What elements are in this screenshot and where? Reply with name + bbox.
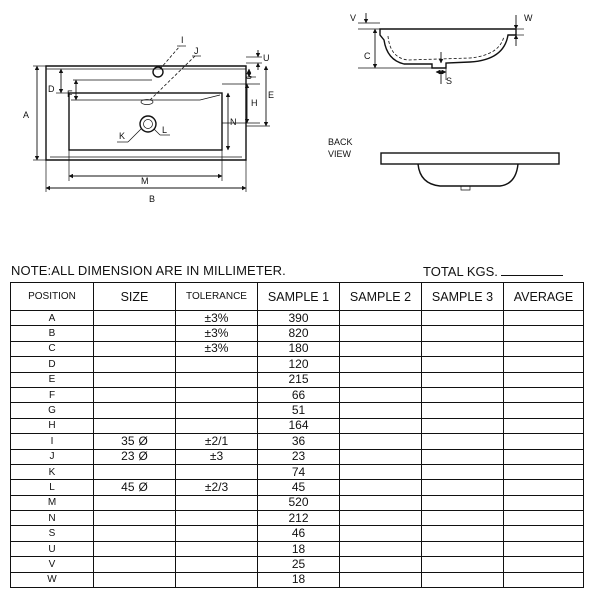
cell-sample-2[interactable]	[340, 434, 422, 449]
label-m: M	[141, 176, 149, 186]
label-c: C	[364, 51, 371, 61]
cell-tolerance	[176, 511, 258, 526]
cell-sample-2[interactable]	[340, 572, 422, 587]
cell-sample-1-text: 46	[291, 526, 306, 541]
label-v: V	[350, 13, 357, 23]
cell-size	[94, 572, 176, 587]
label-j: J	[194, 46, 199, 56]
cell-position	[11, 341, 94, 356]
cell-sample-1-text: 180	[288, 341, 309, 356]
cell-position	[11, 434, 94, 449]
cell-position-text: F	[48, 389, 56, 401]
cell-average[interactable]	[504, 480, 584, 495]
cell-sample-1-text: 74	[291, 464, 306, 479]
cell-sample-1	[258, 326, 340, 341]
label-u: U	[263, 53, 270, 63]
tap-hole	[153, 67, 163, 77]
cell-sample-1-text: 120	[288, 356, 309, 371]
table-row	[11, 357, 584, 372]
cell-sample-1-text: 23	[291, 449, 306, 464]
cell-tolerance-text: ±3%	[204, 341, 229, 356]
label-l: L	[162, 125, 168, 135]
back-view-caption-line1: BACK	[328, 137, 353, 147]
cell-sample-2[interactable]	[340, 418, 422, 433]
cell-sample-1	[258, 403, 340, 418]
cell-tolerance	[176, 434, 258, 449]
cell-sample-3[interactable]	[422, 403, 504, 418]
cell-position	[11, 418, 94, 433]
cell-position-text: U	[48, 543, 56, 555]
cell-sample-2[interactable]	[340, 372, 422, 387]
cell-sample-2[interactable]	[340, 387, 422, 402]
cell-sample-3[interactable]	[422, 418, 504, 433]
table-row	[11, 480, 584, 495]
cell-sample-3[interactable]	[422, 449, 504, 464]
cell-position-text: K	[48, 466, 56, 478]
cell-position-text: I	[50, 435, 54, 447]
cell-size	[94, 418, 176, 433]
cell-sample-3[interactable]	[422, 357, 504, 372]
cell-sample-2[interactable]	[340, 511, 422, 526]
label-d: D	[48, 84, 55, 94]
cell-sample-1-text: 212	[288, 510, 309, 525]
cell-size	[94, 357, 176, 372]
side-view-labels	[350, 13, 533, 86]
cell-average[interactable]	[504, 418, 584, 433]
header-sample-3: SAMPLE 3	[422, 283, 504, 311]
cell-sample-3[interactable]	[422, 511, 504, 526]
cell-tolerance	[176, 326, 258, 341]
millimeter-note: NOTE:ALL DIMENSION ARE IN MILLIMETER.	[11, 263, 286, 278]
cell-position-text: C	[48, 343, 56, 355]
cell-sample-1	[258, 357, 340, 372]
cell-sample-2[interactable]	[340, 403, 422, 418]
cell-average[interactable]	[504, 572, 584, 587]
cell-sample-3[interactable]	[422, 341, 504, 356]
cell-sample-1	[258, 572, 340, 587]
cell-tolerance-text: ±3%	[204, 326, 229, 341]
cell-sample-1-text: 66	[291, 387, 306, 402]
total-kgs-blank[interactable]	[501, 263, 563, 276]
table-row	[11, 541, 584, 556]
cell-average[interactable]	[504, 464, 584, 479]
dimension-table	[10, 282, 584, 588]
side-view	[358, 13, 524, 84]
table-row	[11, 449, 584, 464]
cell-position-text: J	[49, 451, 55, 463]
cell-sample-3[interactable]	[422, 572, 504, 587]
back-view-caption-line2: VIEW	[328, 149, 352, 159]
cell-position	[11, 464, 94, 479]
diameter-symbol: Ø	[138, 449, 148, 464]
cell-sample-1-text: 45	[291, 479, 306, 494]
cell-sample-3[interactable]	[422, 372, 504, 387]
label-i: I	[181, 35, 184, 45]
table-row	[11, 311, 584, 326]
table-row	[11, 511, 584, 526]
cell-position	[11, 372, 94, 387]
cell-size	[94, 387, 176, 402]
cell-tolerance	[176, 311, 258, 326]
cell-sample-1	[258, 557, 340, 572]
total-kgs	[423, 263, 563, 279]
cell-tolerance	[176, 449, 258, 464]
cell-sample-3[interactable]	[422, 557, 504, 572]
cell-sample-1-text: 36	[291, 433, 306, 448]
table-row	[11, 341, 584, 356]
cell-position	[11, 357, 94, 372]
cell-sample-3[interactable]	[422, 311, 504, 326]
diameter-symbol: Ø	[138, 433, 148, 448]
cell-sample-2[interactable]	[340, 480, 422, 495]
cell-size	[94, 511, 176, 526]
cell-tolerance	[176, 572, 258, 587]
cell-sample-1-text: 25	[291, 556, 306, 571]
cell-sample-1-text: 51	[291, 403, 306, 418]
cell-average[interactable]	[504, 341, 584, 356]
cell-sample-3[interactable]	[422, 464, 504, 479]
cell-average[interactable]	[504, 541, 584, 556]
cell-sample-2[interactable]	[340, 311, 422, 326]
cell-tolerance	[176, 526, 258, 541]
header-average: AVERAGE	[504, 283, 584, 311]
cell-average[interactable]	[504, 526, 584, 541]
cell-size	[94, 464, 176, 479]
cell-size	[94, 341, 176, 356]
table-row	[11, 326, 584, 341]
cell-tolerance	[176, 372, 258, 387]
cell-size-text: 45	[121, 479, 135, 494]
cell-tolerance	[176, 557, 258, 572]
cell-size	[94, 434, 176, 449]
cell-sample-1	[258, 372, 340, 387]
cell-position	[11, 526, 94, 541]
table-header-row	[11, 283, 584, 311]
label-k: K	[119, 131, 126, 141]
cell-sample-2[interactable]	[340, 341, 422, 356]
table-row	[11, 572, 584, 587]
cell-sample-3[interactable]	[422, 526, 504, 541]
cell-average[interactable]	[504, 449, 584, 464]
label-a: A	[23, 110, 30, 120]
cell-sample-2[interactable]	[340, 449, 422, 464]
cell-sample-1	[258, 464, 340, 479]
table-row	[11, 464, 584, 479]
cell-position-text: M	[47, 497, 57, 509]
label-f: F	[67, 89, 73, 99]
cell-sample-1	[258, 418, 340, 433]
table-row	[11, 372, 584, 387]
cell-sample-2[interactable]	[340, 464, 422, 479]
cell-sample-2[interactable]	[340, 495, 422, 510]
cell-position	[11, 387, 94, 402]
cell-size	[94, 372, 176, 387]
cell-position	[11, 326, 94, 341]
cell-size	[94, 495, 176, 510]
header-tolerance: TOLERANCE	[176, 283, 258, 311]
cell-tolerance-text: ±3%	[204, 310, 229, 325]
cell-tolerance	[176, 418, 258, 433]
drain-hole	[140, 116, 156, 132]
technical-drawing	[0, 0, 590, 258]
cell-average[interactable]	[504, 511, 584, 526]
cell-average[interactable]	[504, 557, 584, 572]
cell-average[interactable]	[504, 372, 584, 387]
cell-sample-1	[258, 311, 340, 326]
cell-size	[94, 449, 176, 464]
cell-average[interactable]	[504, 387, 584, 402]
cell-tolerance	[176, 480, 258, 495]
cell-position-text: G	[48, 405, 56, 417]
diameter-symbol: Ø	[138, 479, 148, 494]
cell-size-text: 23	[121, 449, 135, 464]
cell-sample-3[interactable]	[422, 434, 504, 449]
cell-sample-3[interactable]	[422, 480, 504, 495]
table-row	[11, 495, 584, 510]
table-row	[11, 526, 584, 541]
table-body	[11, 311, 584, 588]
cell-sample-1-text: 18	[291, 572, 306, 587]
cell-position	[11, 511, 94, 526]
cell-tolerance	[176, 357, 258, 372]
cell-sample-1	[258, 541, 340, 556]
cell-sample-1-text: 164	[288, 418, 309, 433]
cell-position	[11, 480, 94, 495]
cell-position	[11, 311, 94, 326]
label-h: H	[251, 98, 258, 108]
cell-position-text: W	[47, 574, 57, 586]
cell-position-text: S	[48, 528, 56, 540]
header-size: SIZE	[94, 283, 176, 311]
cell-average[interactable]	[504, 434, 584, 449]
cell-position-text: A	[48, 312, 56, 324]
cell-sample-1	[258, 434, 340, 449]
cell-sample-1-text: 520	[288, 495, 309, 510]
cell-position	[11, 572, 94, 587]
label-g: G	[245, 71, 253, 81]
cell-sample-3[interactable]	[422, 387, 504, 402]
cell-size-text: 35	[121, 433, 135, 448]
table-row	[11, 557, 584, 572]
cell-position	[11, 449, 94, 464]
cell-sample-2[interactable]	[340, 557, 422, 572]
table-row	[11, 434, 584, 449]
cell-sample-3[interactable]	[422, 541, 504, 556]
table-row	[11, 418, 584, 433]
cell-sample-1	[258, 526, 340, 541]
cell-sample-1	[258, 449, 340, 464]
cell-sample-1-text: 820	[288, 326, 309, 341]
cell-size	[94, 326, 176, 341]
cell-sample-2[interactable]	[340, 526, 422, 541]
cell-tolerance	[176, 464, 258, 479]
cell-tolerance-text: ±2/3	[204, 479, 229, 494]
cell-average[interactable]	[504, 357, 584, 372]
cell-position-text: V	[48, 558, 56, 570]
cell-tolerance-text: ±3	[209, 449, 224, 464]
total-kgs-label: TOTAL KGS.	[423, 264, 498, 279]
cell-sample-1-text: 215	[288, 372, 309, 387]
table-row	[11, 387, 584, 402]
back-view	[328, 137, 559, 190]
header-sample-1: SAMPLE 1	[258, 283, 340, 311]
cell-sample-1	[258, 511, 340, 526]
cell-position-text: D	[48, 358, 56, 370]
cell-size	[94, 541, 176, 556]
cell-sample-2[interactable]	[340, 541, 422, 556]
label-e: E	[268, 90, 275, 100]
cell-tolerance	[176, 341, 258, 356]
cell-position	[11, 557, 94, 572]
cell-position-text: B	[48, 328, 56, 340]
cell-position-text: E	[48, 374, 56, 386]
cell-average[interactable]	[504, 495, 584, 510]
cell-sample-3[interactable]	[422, 495, 504, 510]
cell-size	[94, 403, 176, 418]
cell-tolerance	[176, 541, 258, 556]
cell-average[interactable]	[504, 403, 584, 418]
label-n: N	[230, 117, 237, 127]
cell-sample-1	[258, 387, 340, 402]
table-row	[11, 403, 584, 418]
cell-sample-3[interactable]	[422, 326, 504, 341]
bowl-outline	[69, 93, 222, 150]
cell-position	[11, 403, 94, 418]
label-s: S	[446, 76, 453, 86]
cell-average[interactable]	[504, 326, 584, 341]
cell-position-text: L	[49, 481, 55, 493]
cell-sample-2[interactable]	[340, 357, 422, 372]
header-sample-2: SAMPLE 2	[340, 283, 422, 311]
header-position: POSITION	[11, 283, 94, 311]
label-w: W	[524, 13, 533, 23]
cell-sample-1	[258, 495, 340, 510]
cell-size	[94, 557, 176, 572]
cell-tolerance	[176, 495, 258, 510]
cell-position-text: H	[48, 420, 56, 432]
cell-average[interactable]	[504, 311, 584, 326]
cell-tolerance-text: ±2/1	[204, 433, 229, 448]
label-b: B	[149, 194, 156, 204]
cell-tolerance	[176, 403, 258, 418]
cell-sample-1	[258, 480, 340, 495]
cell-size	[94, 311, 176, 326]
cell-sample-1	[258, 341, 340, 356]
cell-position	[11, 541, 94, 556]
cell-sample-1-text: 18	[291, 541, 306, 556]
cell-sample-1-text: 390	[288, 310, 309, 325]
cell-tolerance	[176, 387, 258, 402]
cell-position-text: N	[48, 512, 56, 524]
cell-size	[94, 480, 176, 495]
cell-position	[11, 495, 94, 510]
cell-sample-2[interactable]	[340, 326, 422, 341]
cell-size	[94, 526, 176, 541]
